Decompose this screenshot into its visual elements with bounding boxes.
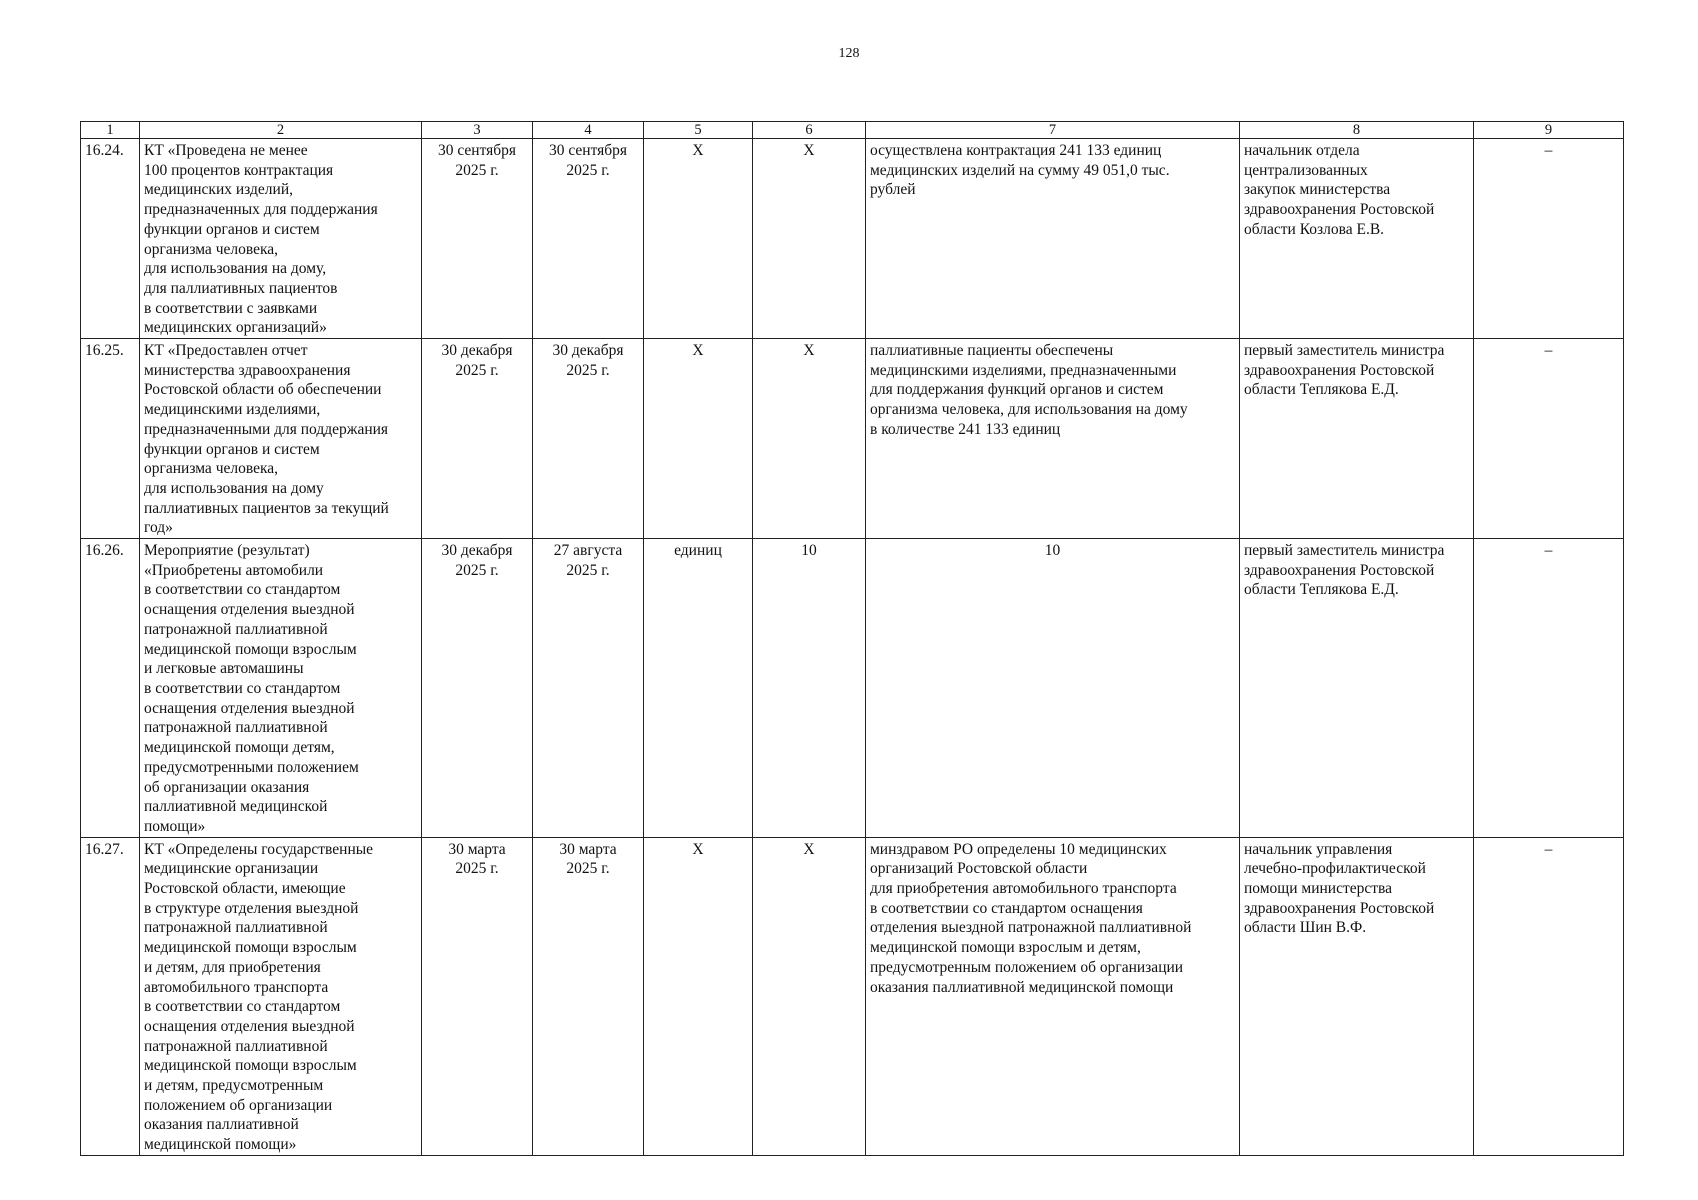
unit: Х xyxy=(644,139,753,339)
planned-value: Х xyxy=(753,139,866,339)
unit: Х xyxy=(644,339,753,539)
result-text: осуществлена контрактация 241 133 единиц медицинских изделий на сумму 49 051,0 тыс. рублей xyxy=(866,139,1240,339)
planned-date: 30 марта 2025 г. xyxy=(422,837,533,1155)
note: – xyxy=(1474,837,1624,1155)
row-number: 16.26. xyxy=(81,539,140,838)
column-header: 9 xyxy=(1474,122,1624,139)
note: – xyxy=(1474,339,1624,539)
responsible-person: начальник управления лечебно-профилактической помощи министерства здравоохранения Ростовской области Шин В.Ф. xyxy=(1240,837,1474,1155)
column-header: 3 xyxy=(422,122,533,139)
event-name: КТ «Предоставлен отчет министерства здравоохранения Ростовской области об обеспечении медицинскими изделиями, предназначенными для поддержания функции органов и систем организма человека, для использования на дому паллиативных пациентов за текущий год» xyxy=(140,339,422,539)
table-row xyxy=(81,837,1624,1155)
result-text: паллиативные пациенты обеспечены медицинскими изделиями, предназначенными для поддержания функций органов и систем организма человека, для использования на дому в количестве 241 133 единиц xyxy=(866,339,1240,539)
actual-date: 30 марта 2025 г. xyxy=(533,837,644,1155)
planned-value: Х xyxy=(753,837,866,1155)
result-text: 10 xyxy=(866,539,1240,838)
table-row xyxy=(81,139,1624,339)
column-header: 7 xyxy=(866,122,1240,139)
note: – xyxy=(1474,539,1624,838)
row-number: 16.27. xyxy=(81,837,140,1155)
responsible-person: начальник отдела централизованных закупок министерства здравоохранения Ростовской области Козлова Е.В. xyxy=(1240,139,1474,339)
actual-date: 27 августа 2025 г. xyxy=(533,539,644,838)
planned-value: 10 xyxy=(753,539,866,838)
unit: Х xyxy=(644,837,753,1155)
event-name: Мероприятие (результат) «Приобретены автомобили в соответствии со стандартом оснащения отделения выездной патронажной паллиативной медицинской помощи взрослым и легковые автомашины в соответствии со стандартом оснащения отделения выездной патронажной паллиативной медицинской помощи детям, предусмотренными положением об организации оказания паллиативной медицинской помощи» xyxy=(140,539,422,838)
column-header: 8 xyxy=(1240,122,1474,139)
event-name: КТ «Проведена не менее 100 процентов контрактация медицинских изделий, предназначенных для поддержания функции органов и систем организма человека, для использования на дому, для паллиативных пациентов в соответствии с заявками медицинских организаций» xyxy=(140,139,422,339)
planned-date: 30 декабря 2025 г. xyxy=(422,539,533,838)
actual-date: 30 сентября 2025 г. xyxy=(533,139,644,339)
table-header-row xyxy=(81,122,1624,139)
planned-value: Х xyxy=(753,339,866,539)
event-name: КТ «Определены государственные медицинские организации Ростовской области, имеющие в структуре отделения выездной патронажной паллиативной медицинской помощи взрослым и детям, для приобретения автомобильного транспорта в соответствии со стандартом оснащения отделения выездной патронажной паллиативной медицинской помощи взрослым и детям, предусмотренным положением об организации оказания паллиативной медицинской помощи» xyxy=(140,837,422,1155)
unit: единиц xyxy=(644,539,753,838)
row-number: 16.25. xyxy=(81,339,140,539)
planned-date: 30 декабря 2025 г. xyxy=(422,339,533,539)
planned-date: 30 сентября 2025 г. xyxy=(422,139,533,339)
row-number: 16.24. xyxy=(81,139,140,339)
note: – xyxy=(1474,139,1624,339)
column-header: 2 xyxy=(140,122,422,139)
column-header: 5 xyxy=(644,122,753,139)
column-header: 1 xyxy=(81,122,140,139)
plan-table xyxy=(80,121,1624,1156)
column-header: 6 xyxy=(753,122,866,139)
result-text: минздравом РО определены 10 медицинских организаций Ростовской области для приобретения автомобильного транспорта в соответствии со стандартом оснащения отделения выездной патронажной паллиативной медицинской помощи взрослым и детям, предусмотренным положением об организации оказания паллиативной медицинской помощи xyxy=(866,837,1240,1155)
table-row xyxy=(81,539,1624,838)
actual-date: 30 декабря 2025 г. xyxy=(533,339,644,539)
responsible-person: первый заместитель министра здравоохранения Ростовской области Теплякова Е.Д. xyxy=(1240,339,1474,539)
page-number: 128 xyxy=(838,46,860,61)
responsible-person: первый заместитель министра здравоохранения Ростовской области Теплякова Е.Д. xyxy=(1240,539,1474,838)
column-header: 4 xyxy=(533,122,644,139)
table-row xyxy=(81,339,1624,539)
